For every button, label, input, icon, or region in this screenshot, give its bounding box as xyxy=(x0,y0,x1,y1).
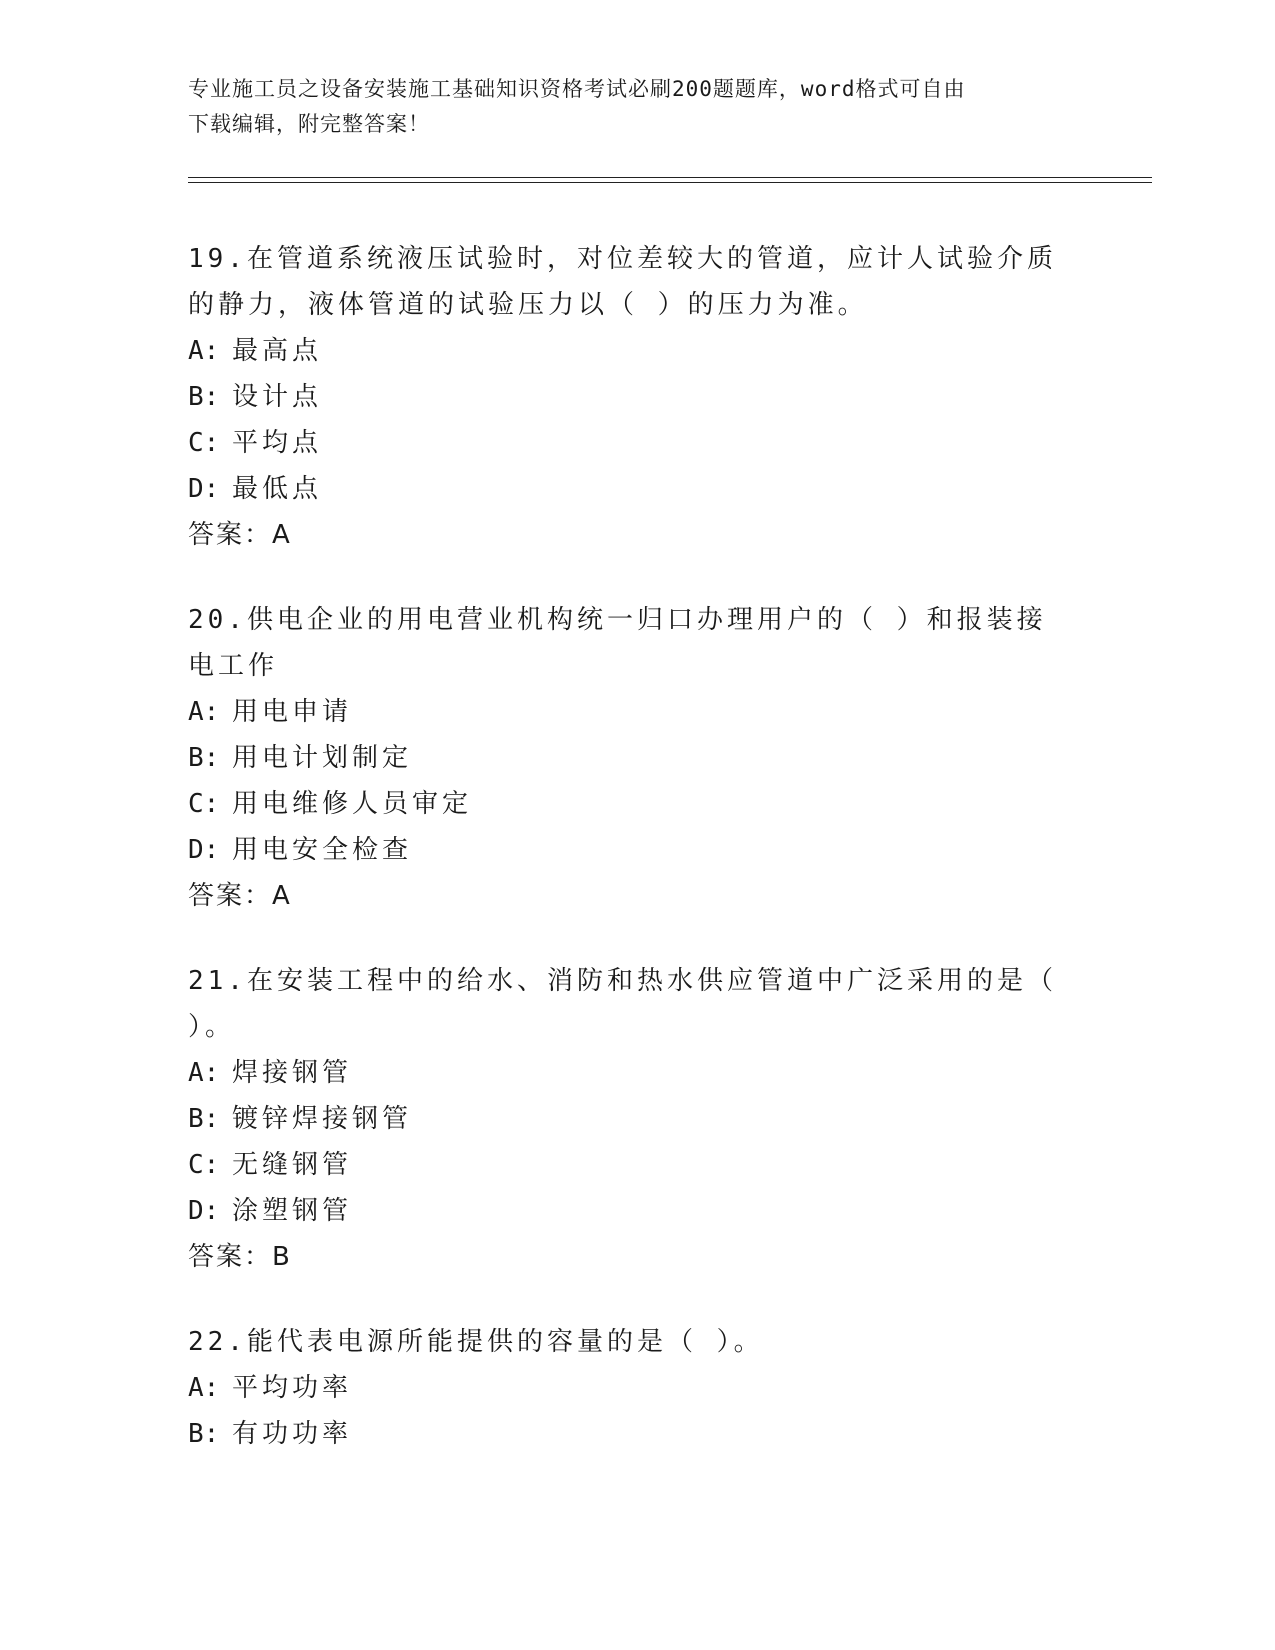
question-text: 21.在安装工程中的给水、消防和热水供应管道中广泛采用的是（ ）。 xyxy=(188,966,1057,1042)
option-text: 用电维修人员审定 xyxy=(232,789,473,819)
option-letter: B: xyxy=(188,382,220,412)
option-d xyxy=(188,466,1088,512)
option-text: 设计点 xyxy=(232,382,323,412)
option-text: 最低点 xyxy=(232,474,323,504)
option-letter: C: xyxy=(188,428,220,458)
header-title-line-1: 专业施工员之设备安装施工基础知识资格考试必刷200题题库，word格式可自由 xyxy=(188,77,966,101)
option-text: 无缝钢管 xyxy=(232,1150,353,1180)
question-text: 20.供电企业的用电营业机构统一归口办理用户的（ ）和报装接电工作 xyxy=(188,605,1047,681)
option-d xyxy=(188,827,1088,873)
option-letter: D: xyxy=(188,474,220,504)
option-letter: B: xyxy=(188,1419,220,1449)
option-text: 焊接钢管 xyxy=(232,1058,353,1088)
option-c xyxy=(188,781,1088,827)
option-text: 用电安全检查 xyxy=(232,835,413,865)
option-b xyxy=(188,374,1088,420)
option-text: 用电申请 xyxy=(232,697,353,727)
option-text: 有功功率 xyxy=(232,1419,353,1449)
question-21 xyxy=(188,958,1088,1280)
option-letter: A: xyxy=(188,697,220,727)
option-b xyxy=(188,1096,1088,1142)
question-22 xyxy=(188,1319,1088,1457)
header-divider-bottom xyxy=(188,182,1152,183)
document-header xyxy=(188,72,1068,142)
option-letter: D: xyxy=(188,835,220,865)
header-title-line-2: 下载编辑，附完整答案！ xyxy=(188,112,430,136)
option-letter: C: xyxy=(188,1150,220,1180)
question-text: 19.在管道系统液压试验时，对位差较大的管道，应计人试验介质的静力，液体管道的试验压力以（ ）的压力为准。 xyxy=(188,244,1057,320)
option-b xyxy=(188,735,1088,781)
option-letter: B: xyxy=(188,743,220,773)
option-letter: C: xyxy=(188,789,220,819)
option-c xyxy=(188,1142,1088,1188)
option-text: 平均功率 xyxy=(232,1373,353,1403)
option-text: 涂塑钢管 xyxy=(232,1196,353,1226)
option-b xyxy=(188,1411,1088,1457)
option-letter: B: xyxy=(188,1104,220,1134)
question-19 xyxy=(188,236,1088,558)
answer-line: 答案：A xyxy=(188,881,292,911)
header-divider-top xyxy=(188,177,1152,178)
option-letter: D: xyxy=(188,1196,220,1226)
question-20 xyxy=(188,597,1088,919)
option-letter: A: xyxy=(188,1373,220,1403)
option-text: 最高点 xyxy=(232,336,323,366)
option-a xyxy=(188,1365,1088,1411)
option-letter: A: xyxy=(188,1058,220,1088)
answer-line: 答案：A xyxy=(188,520,292,550)
question-list xyxy=(188,236,1088,1496)
option-a xyxy=(188,689,1088,735)
option-c xyxy=(188,420,1088,466)
option-a xyxy=(188,1050,1088,1096)
option-d xyxy=(188,1188,1088,1234)
option-letter: A: xyxy=(188,336,220,366)
option-a xyxy=(188,328,1088,374)
question-text: 22.能代表电源所能提供的容量的是（ ）。 xyxy=(188,1327,764,1357)
option-text: 镀锌焊接钢管 xyxy=(232,1104,413,1134)
option-text: 平均点 xyxy=(232,428,323,458)
option-text: 用电计划制定 xyxy=(232,743,413,773)
answer-line: 答案：B xyxy=(188,1242,292,1272)
